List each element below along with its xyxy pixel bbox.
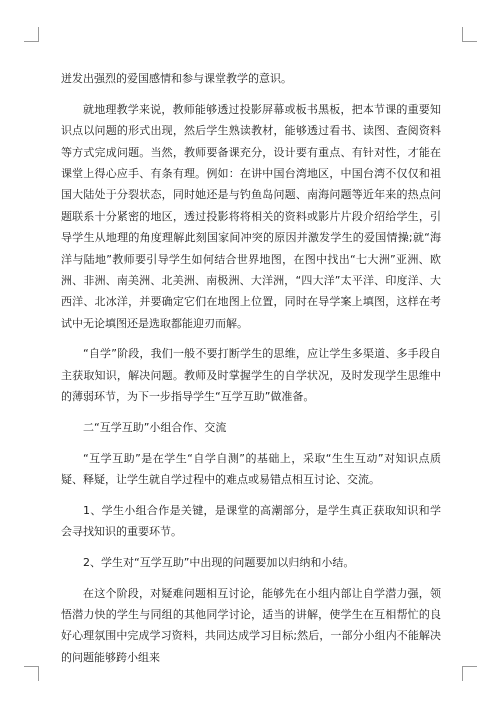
- paragraph-mutual-learning-intro: “互学互助”是在学生“自学自测”的基础上，采取“生生互动”对知识点质疑、释疑，让学生就自学过程中的难点或易错点相互讨论、交流。: [61, 451, 441, 487]
- section-heading-mutual-learning: 二“互学互助”小组合作、交流: [83, 420, 227, 434]
- document-body: [61, 68, 441, 678]
- paragraph-continuation: 迸发出强烈的爱国感情和参与课堂教学的意识。: [61, 72, 292, 85]
- crop-mark-top-right: [462, 27, 477, 42]
- list-item-2: 2、学生对“互学互助”中出现的问题要加以归纳和小结。: [83, 555, 355, 569]
- paragraph-geography-teaching: 就地理教学来说，教师能够透过投影屏幕或板书黑板，把本节课的重要知识点以问题的形式出现，然后学生熟读教材，能够透过看书、读图、查阅资料等方式完成问题。当然，教师要备课充分，设计要有重点、有针对性，才能在课堂上得心应手、有条有理。例如：在讲中国台湾地区，中国台湾不仅仅和祖国大陆处于分裂状态，同时她还是与钓鱼岛问题、南海问题等近年来的热点问题联系十分紧密的地区，透过投影将将相关的资料或影片片段介绍给学生，引导学生从地理的角度理解此刻国家间冲突的原因并激发学生的爱国情操;就“海洋与陆地”教师要引导学生如何结合世界地图，在图中找出“七大洲”亚洲、欧洲、非洲、南美洲、北美洲、南极洲、大洋洲，“四大洋”太平洋、印度洋、大西洋、北冰洋，并要确定它们在地图上位置，同时在导学案上填图，这样在考试中无论填图还是选取都能迎刃而解。: [61, 102, 441, 330]
- list-item-1: 1、学生小组合作是关键，是课堂的高潮部分，是学生真正获取知识和学会寻找知识的重要环节。: [61, 503, 441, 539]
- crop-mark-bottom-left: [24, 666, 39, 681]
- crop-mark-top-left: [24, 27, 39, 42]
- paragraph-self-study-stage: “自学”阶段，我们一般不要打断学生的思维，应让学生多渠道、多手段自主获取知识，解决问题。教师及时掌握学生的自学状况，及时发现学生思维中的薄弱环节，为下一步指导学生“互学互助”做准备。: [61, 347, 441, 404]
- crop-mark-bottom-right: [462, 666, 477, 681]
- paragraph-discussion-stage: 在这个阶段，对疑难问题相互讨论，能够先在小组内部让自学潜力强，领悟潜力快的学生与同组的其他同学讨论，适当的讲解，使学生在互相帮忙的良好心理氛围中完成学习资料，共同达成学习目标;然后，一部分小组内不能解决的问题能够跨小组来: [61, 586, 441, 664]
